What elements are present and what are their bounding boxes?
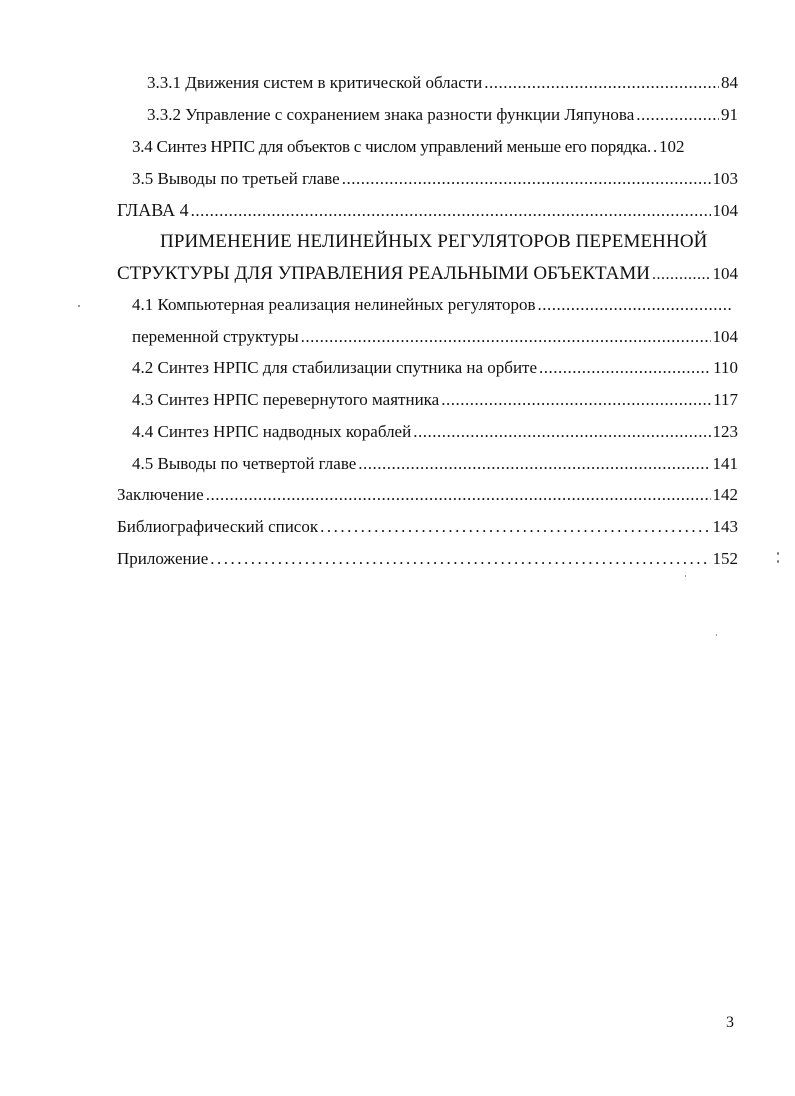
toc-entry-3-3-2[interactable] xyxy=(147,105,738,125)
toc-entry-label: 3.3.2 Управление с сохранением знака разности функции Ляпунова xyxy=(147,105,635,124)
toc-entry-4-3[interactable] xyxy=(132,390,738,410)
toc-entry-page: 103 xyxy=(712,169,738,188)
toc-entry-label: Приложение xyxy=(117,549,209,568)
dot-leader xyxy=(342,169,711,189)
toc-entry-label: СТРУКТУРЫ ДЛЯ УПРАВЛЕНИЯ РЕАЛЬНЫМИ ОБЪЕКТАМИ xyxy=(117,263,650,284)
toc-entry-label: Заключение xyxy=(117,485,204,504)
scan-speck xyxy=(777,560,779,563)
scan-speck xyxy=(777,552,779,555)
toc-entry-page: 104 xyxy=(712,264,738,283)
dot-leader xyxy=(210,549,710,569)
scan-speck xyxy=(716,634,717,636)
dot-leader xyxy=(484,73,719,93)
toc-entry-page: 104 xyxy=(712,327,738,346)
page-number: 3 xyxy=(726,1014,734,1031)
toc-entry-label: 4.5 Выводы по четвертой главе xyxy=(132,454,357,473)
toc-entry-page: 110 xyxy=(713,358,738,377)
dot-leader xyxy=(652,264,711,286)
toc-entry-page: 104 xyxy=(712,201,738,220)
toc-entry-conclusion[interactable] xyxy=(117,485,738,505)
toc-entry-3-5[interactable] xyxy=(132,169,738,189)
toc-entry-page: 91 xyxy=(721,105,738,124)
dot-leader xyxy=(191,201,711,221)
toc-entry-chapter-4[interactable] xyxy=(117,200,738,221)
toc-entry-page: 84 xyxy=(721,73,738,92)
dot-leader xyxy=(320,517,710,537)
toc-entry-label: ГЛАВА 4 xyxy=(117,200,189,220)
toc-entry-label: переменной структуры xyxy=(132,327,299,346)
toc-entry-4-1-line-2[interactable] xyxy=(132,327,738,347)
toc-entry-bibliography[interactable] xyxy=(117,517,738,537)
toc-entry-label: 4.2 Синтез НРПС для стабилизации спутника на орбите xyxy=(132,358,538,377)
toc-entry-3-3-1[interactable] xyxy=(147,73,738,93)
toc-entry-4-4[interactable] xyxy=(132,422,738,442)
dot-leader xyxy=(301,327,711,347)
toc-entry-page: 117 xyxy=(713,390,738,409)
dot-leader xyxy=(539,358,711,378)
dot-leader xyxy=(413,422,710,442)
toc-entry-label: 3.4 Синтез НРПС для объектов с числом управлений меньше его порядка. xyxy=(132,137,651,156)
toc-entry-page: 123 xyxy=(712,422,738,441)
toc-entry-label: 3.5 Выводы по третьей главе xyxy=(132,169,340,188)
toc-entry-4-5[interactable] xyxy=(132,454,738,474)
dot-leader xyxy=(538,295,733,315)
dot-leader xyxy=(441,390,711,410)
toc-entry-label: 4.1 Компьютерная реализация нелинейных регуляторов xyxy=(132,295,536,314)
toc-entry-4-1-line-1[interactable] xyxy=(132,295,735,315)
scan-speck xyxy=(685,575,686,577)
toc-entry-label: 4.3 Синтез НРПС перевернутого маятника xyxy=(132,390,440,409)
toc-entry-page: 143 xyxy=(712,517,738,536)
chapter-4-title-line-1: ПРИМЕНЕНИЕ НЕЛИНЕЙНЫХ РЕГУЛЯТОРОВ ПЕРЕМЕННОЙ xyxy=(160,231,708,252)
dot-leader xyxy=(206,485,711,505)
toc-entry-label: Библиографический список xyxy=(117,517,319,536)
scan-speck xyxy=(78,305,80,307)
toc-entry-appendix[interactable] xyxy=(117,549,738,569)
dot-leader xyxy=(636,105,719,125)
toc-entry-label: 4.4 Синтез НРПС надводных кораблей xyxy=(132,422,412,441)
toc-entry-3-4[interactable] xyxy=(132,137,738,157)
dot-leader xyxy=(358,454,710,474)
toc-entry-page: 102 xyxy=(658,137,685,156)
toc-entry-page: 142 xyxy=(712,485,738,504)
toc-entry-page: 141 xyxy=(712,454,738,473)
chapter-4-title-line-2[interactable] xyxy=(117,263,738,286)
toc-entry-page: 152 xyxy=(712,549,738,568)
toc-entry-label: 3.3.1 Движения систем в критической области xyxy=(147,73,483,92)
dot-leader xyxy=(653,137,657,157)
toc-entry-4-2[interactable] xyxy=(132,358,738,378)
